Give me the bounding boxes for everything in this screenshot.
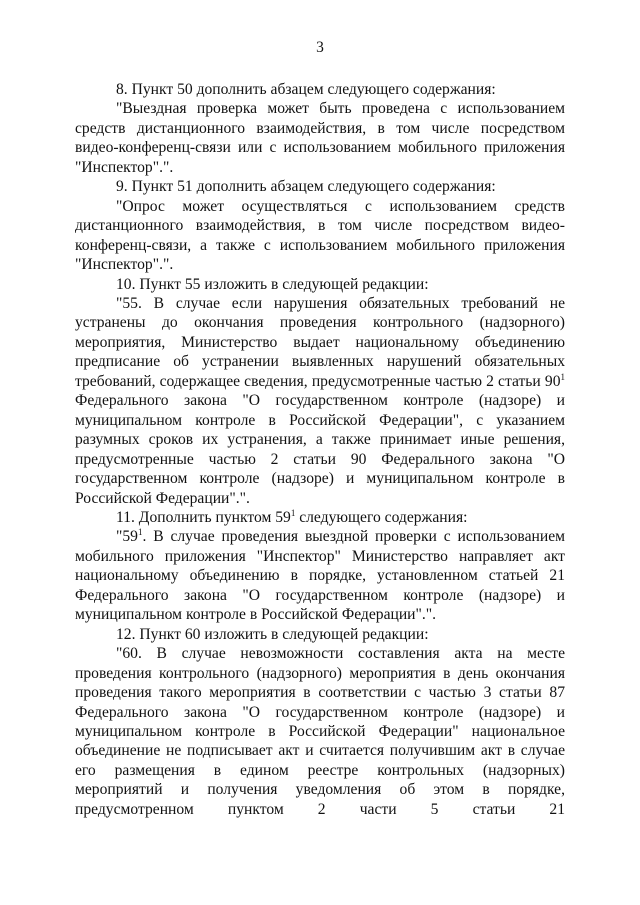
item-11-quote-superscript: 1	[137, 527, 143, 538]
item-11-heading-part-2: следующего содержания:	[295, 508, 468, 526]
document-body	[75, 80, 565, 819]
item-11-quote-part-1: "59	[116, 528, 138, 546]
item-8-quote: "Выездная проверка может быть проведена с использованием средств дистанционного взаимодействия, в том числе посредством видео-конференц-связи или с использованием мобильного приложения "Инспектор".".	[75, 100, 565, 176]
item-9-quote: "Опрос может осуществляться с использованием средств дистанционного взаимодействия, в том числе посредством видео-конференц-связи, а также с использованием мобильного приложения "Инспектор".".	[75, 197, 565, 274]
item-10-quote-part-1: "55. В случае если нарушения обязательных требований не устранены до окончания проведения контрольного (надзорного) мероприятия, Министерство выдает национальному объединению предписание об устранении выявленных нарушений обязательных требований, содержащее сведения, предусмотренные частью 2 статьи 90	[75, 294, 565, 390]
item-12-quote: "60. В случае невозможности составления акта на месте проведения контрольного (надзорного) мероприятия в день окончания проведения такого мероприятия в соответствии с частью 3 статьи 87 Федерального закона "О государственном контроле (надзоре) и муниципальном контроле в Российской Федерации" национальное объединение не подписывает акт и считается получившим акт в случае его размещения в едином реестре контрольных (надзорных) мероприятий и получения уведомления об этом в порядке, предусмотренном пунктом 2 части 5 статьи 21	[75, 645, 565, 818]
item-10-superscript: 1	[560, 371, 565, 382]
item-11-heading	[75, 508, 565, 527]
item-11-heading-superscript: 1	[290, 507, 296, 518]
item-10-heading: 10. Пункт 55 изложить в следующей редакции:	[116, 275, 429, 293]
item-12-heading: 12. Пункт 60 изложить в следующей редакции:	[116, 625, 429, 643]
page-number: 3	[316, 39, 324, 56]
item-9-heading: 9. Пункт 51 дополнить абзацем следующего содержания:	[116, 178, 496, 196]
item-11-quote-part-2: . В случае проведения выездной проверки с использованием мобильного приложения "Инспектор" Министерство направляет акт национальному объединению в порядке, установленном статьей 21 Федерального закона "О государственном контроле (надзоре) и муниципальном контроле в Российской Федерации".".	[75, 528, 565, 624]
item-11-quote	[75, 527, 565, 624]
item-10-quote-part-2: Федерального закона "О государственном контроле (надзоре) и муниципальном контроле в Российской Федерации", с указанием разумных сроков их устранения, а также принимает иные решения, предусмотренные частью 2 статьи 90 Федерального закона "О государственном контроле (надзоре) и муниципальном контроле в Российской Федерации".".	[75, 392, 565, 507]
item-10-quote	[75, 294, 565, 508]
item-8-heading: 8. Пункт 50 дополнить абзацем следующего содержания:	[116, 81, 496, 98]
item-11-heading-part-1: 11. Дополнить пунктом 59	[116, 508, 291, 526]
